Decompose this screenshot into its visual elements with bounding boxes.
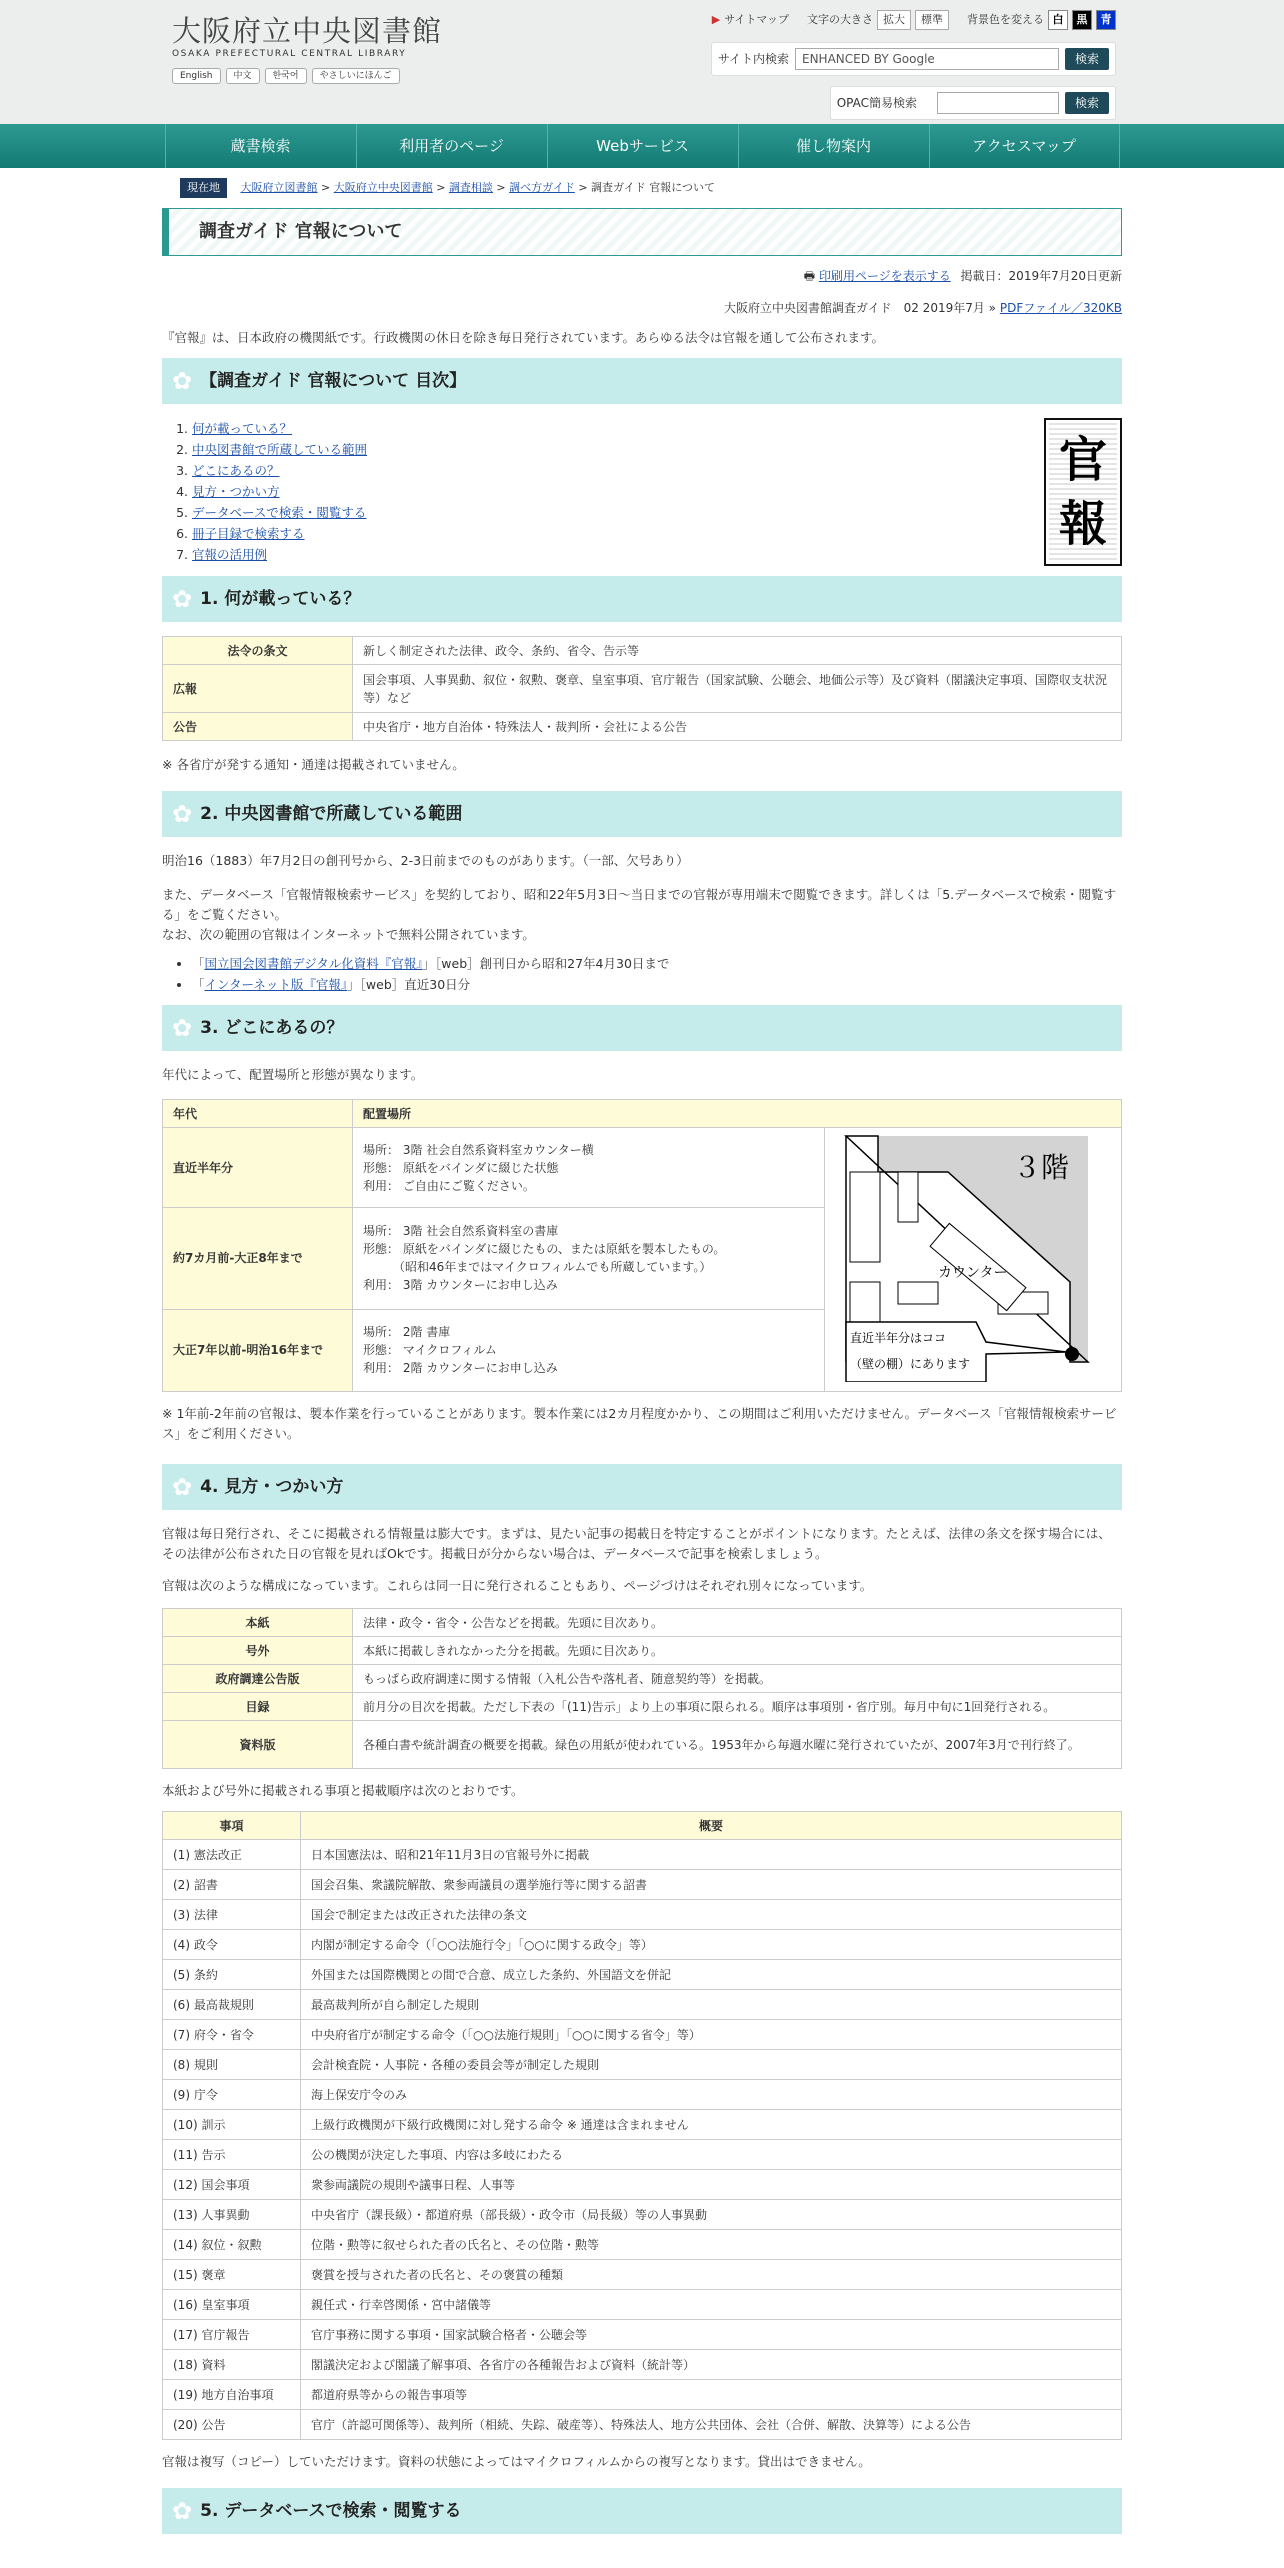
paragraph: 年代によって、配置場所と形態が異なります。 [162, 1067, 424, 1082]
kanpo-char: 官 [1058, 432, 1107, 488]
list-item [192, 953, 1122, 974]
lang-english[interactable]: English [172, 68, 221, 84]
guide-info [162, 296, 1122, 320]
list-item [192, 523, 367, 544]
site-search-input[interactable]: ENHANCED BY Google [795, 48, 1059, 70]
bg-black-button[interactable]: 黒 [1072, 10, 1092, 30]
table-cell: 号外 [163, 1637, 353, 1665]
section-3-heading [162, 1005, 1122, 1051]
table-cell: 官庁事務に関する事項・国家試験合格者・公聴会等 [301, 2320, 1122, 2350]
table-header: 事項 [163, 1812, 301, 1840]
flower-icon: ✿ [172, 1014, 193, 1042]
site-header [0, 0, 1284, 124]
table-cell: 本紙に掲載しきれなかった分を掲載。先頭に目次あり。 [353, 1637, 1122, 1665]
line: 利用： ご自由にご覧ください。 [363, 1178, 535, 1193]
print-page-link[interactable]: 印刷用ページを表示する [818, 269, 951, 283]
table-cell: 資料版 [163, 1721, 353, 1769]
section-2-heading [162, 791, 1122, 837]
table-cell: 海上保安庁令のみ [301, 2080, 1122, 2110]
table-cell: 公の機関が決定した事項、内容は多岐にわたる [301, 2140, 1122, 2170]
text: 「 [192, 977, 205, 992]
table-cell: 国会事項、人事異動、叙位・叙勲、褒章、皇室事項、官庁報告（国家試験、公聴会、地価公示等）及び資料（閣議決定事項、国際収支状況等）など [353, 665, 1122, 713]
nav-user-page[interactable]: 利用者のページ [356, 124, 547, 168]
table-row [163, 1609, 1122, 1637]
table-cell: (2) 詔書 [163, 1870, 301, 1900]
toc-link[interactable]: 冊子目録で検索する [192, 526, 305, 541]
opac-search-label: OPAC簡易検索 [836, 96, 917, 110]
note: ※ 各省庁が発する通知・通達は掲載されていません。 [162, 757, 465, 772]
toc-link[interactable]: 見方・つかい方 [192, 484, 280, 499]
table-row [163, 1870, 1122, 1900]
table-cell: もっぱら政府調達に関する情報（入札公告や落札者、随意契約等）を掲載。 [353, 1665, 1122, 1693]
table-cell: (16) 皇室事項 [163, 2290, 301, 2320]
fontsize-large-button[interactable]: 拡大 [877, 10, 911, 30]
table-cell: 外国または国際機関との間で合意、成立した条約、外国語文を併記 [301, 1960, 1122, 1990]
table-cell: 前月分の目次を掲載。ただし下表の「(11)告示」より上の事項に限られる。順序は事項別・省庁別。毎月中旬に1回発行される。 [353, 1693, 1122, 1721]
breadcrumb-link[interactable]: 大阪府立中央図書館 [333, 181, 433, 194]
table-cell: 目録 [163, 1693, 353, 1721]
table-header: 概要 [301, 1812, 1122, 1840]
table-row [163, 2320, 1122, 2350]
table-row [163, 1960, 1122, 1990]
table-cell: 各種白書や統計調査の概要を掲載。緑色の用紙が使われている。1953年から毎週水曜に発行されていたが、2007年3月で刊行終了。 [353, 1721, 1122, 1769]
toc-link[interactable]: データベースで検索・閲覧する [192, 505, 367, 520]
table-row [163, 2380, 1122, 2410]
table-header: 配置場所 [353, 1100, 1122, 1128]
page-meta [162, 264, 1122, 288]
line: （昭和46年まではマイクロフィルムでも所蔵しています。） [363, 1260, 712, 1275]
table-cell: 内閣が制定する命令（「○○法施行令」「○○に関する政令」等） [301, 1930, 1122, 1960]
table-cell: (18) 資料 [163, 2350, 301, 2380]
text: 」［web］創刊日から昭和27年4月30日まで [422, 956, 670, 971]
ndl-link[interactable]: 国立国会図書館デジタル化資料『官報』 [204, 956, 423, 971]
table-cell: 直近半年分 [163, 1128, 353, 1208]
floor-map [838, 1132, 1108, 1382]
table-row [163, 1812, 1122, 1840]
nav-catalog-search[interactable]: 蔵書検索 [165, 124, 356, 168]
table-cell: 広報 [163, 665, 353, 713]
line: 利用： 2階 カウンターにお申し込み [363, 1361, 558, 1376]
section-title: 2. 中央図書館で所蔵している範囲 [200, 804, 463, 824]
intro-text: 『官報』は、日本政府の機関紙です。行政機関の休日を除き毎日発行されています。あらゆる法令は官報を通して公布されます。 [162, 330, 885, 345]
list-item [192, 418, 367, 439]
table-header: 年代 [163, 1100, 353, 1128]
flower-icon: ✿ [172, 367, 193, 395]
map-counter-label: カウンター [938, 1265, 1008, 1281]
table-of-contents [162, 418, 1122, 566]
table-cell: 新しく制定された法律、政令、条約、省令、告示等 [353, 637, 1122, 665]
table-row [163, 2080, 1122, 2110]
site-search-button[interactable]: 検索 [1065, 48, 1109, 70]
line: 場所： 3階 社会自然系資料室カウンター横 [363, 1142, 594, 1157]
table-row [163, 1128, 1122, 1208]
table-cell: 親任式・行幸啓関係・宮中諸儀等 [301, 2290, 1122, 2320]
list-item [192, 481, 367, 502]
table-cell: 公告 [163, 713, 353, 741]
guide-label: 大阪府立中央図書館調査ガイド 02 2019年7月 » [723, 301, 997, 315]
table-row [163, 2020, 1122, 2050]
table-cell: 中央府省庁が制定する命令（「○○法施行規則」「○○に関する省令」等） [301, 2020, 1122, 2050]
map-floor-label: ３階 [1013, 1151, 1070, 1184]
table-row [163, 2050, 1122, 2080]
table-cell: (9) 庁令 [163, 2080, 301, 2110]
logo-jp: 大阪府立中央図書館 [172, 14, 443, 48]
paragraph: 明治16（1883）年7月2日の創刊号から、2-3日前までのものがあります。（一部、欠号あり） [162, 853, 689, 868]
table-cell: 最高裁判所が自ら制定した規則 [301, 1990, 1122, 2020]
table-cell: 閣議決定および閣議了解事項、各省庁の各種報告および資料（統計等） [301, 2350, 1122, 2380]
section-5-heading [162, 2488, 1122, 2534]
breadcrumb-link[interactable]: 大阪府立図書館 [240, 181, 318, 194]
table-cell: 中央省庁・地方自治体・特殊法人・裁判所・会社による公告 [353, 713, 1122, 741]
items-table [162, 1811, 1122, 2440]
nav-access-map[interactable]: アクセスマップ [929, 124, 1120, 168]
table-row [163, 2140, 1122, 2170]
table-cell: 褒賞を授与された者の氏名と、その褒賞の種類 [301, 2260, 1122, 2290]
free-links-list [162, 953, 1122, 995]
page-date: 掲載日：2019年7月20日更新 [960, 269, 1122, 283]
sitemap-link[interactable]: サイトマップ [724, 12, 789, 26]
opac-search [830, 86, 1116, 120]
kanpo-char: 報 [1058, 496, 1107, 552]
lang-chinese[interactable]: 中文 [226, 68, 260, 84]
text: 「 [192, 956, 205, 971]
toc-list [162, 418, 367, 566]
breadcrumb: 現在地 大阪府立図書館 > 大阪府立中央図書館 > 調査相談 > 調べ方ガイド > 調査ガイド 官報について [162, 178, 1122, 198]
breadcrumb-link[interactable]: 調べ方ガイド [509, 181, 575, 194]
table-cell: (5) 条約 [163, 1960, 301, 1990]
table-cell [353, 1208, 825, 1309]
utility-bar [712, 10, 1116, 30]
line: 形態： 原紙をバインダに綴じた状態 [363, 1160, 559, 1175]
table-cell: 法令の条文 [163, 637, 353, 665]
text: 」［web］直近30日分 [347, 977, 471, 992]
paragraph: また、データベース「官報情報検索サービス」を契約しており、昭和22年5月3日～当日までの官報が専用端末で閲覧できます。詳しくは「5.データベースで検索・閲覧する」をご覧ください。 [162, 887, 1116, 922]
table-row [163, 713, 1122, 741]
section-title: 3. どこにあるの？ [200, 1018, 344, 1038]
sitemap-arrow-icon: ▶ [711, 12, 721, 26]
table-cell: (3) 法律 [163, 1900, 301, 1930]
table-cell: 政府調達公告版 [163, 1665, 353, 1693]
bg-blue-button[interactable]: 青 [1096, 10, 1116, 30]
table-cell: 会計検査院・人事院・各種の委員会等が制定した規則 [301, 2050, 1122, 2080]
table-cell: (4) 政令 [163, 1930, 301, 1960]
floor-map-cell [825, 1128, 1122, 1392]
table-cell: (20) 公告 [163, 2410, 301, 2440]
location-table [162, 1099, 1122, 1392]
line: 場所： 3階 社会自然系資料室の書庫 [363, 1224, 559, 1239]
table-cell: 上級行政機関が下級行政機関に対し発する命令 ※ 通達は含まれません [301, 2110, 1122, 2140]
line: 場所： 2階 書庫 [363, 1325, 451, 1340]
flower-icon: ✿ [172, 1473, 193, 1501]
section-title: 1. 何が載っている？ [200, 589, 361, 609]
kanpo-image [1044, 418, 1122, 566]
section-1-heading [162, 576, 1122, 622]
table-row [163, 1721, 1122, 1769]
section-4-heading [162, 1464, 1122, 1510]
table-cell: 国会召集、衆議院解散、衆参両議員の選挙施行等に関する詔書 [301, 1870, 1122, 1900]
table-row [163, 2290, 1122, 2320]
paragraph: 本紙および号外に掲載される事項と掲載順序は次のとおりです。 [162, 1783, 524, 1798]
line: 形態： 原紙をバインダに綴じたもの、または原紙を製本したもの。 [363, 1242, 726, 1257]
table-cell: 衆参両議院の規則や議事日程、人事等 [301, 2170, 1122, 2200]
list-item [192, 544, 367, 565]
flower-icon: ✿ [172, 800, 193, 828]
lang-easy-japanese[interactable]: やさしいにほんご [312, 68, 400, 84]
table-row [163, 665, 1122, 713]
table-cell: 中央省庁（課長級）・都道府県（部長級）・政令市（局長級）等の人事異動 [301, 2200, 1122, 2230]
paragraph: 官報は複写（コピー）していただけます。資料の状態によってはマイクロフィルムからの複写となります。貸出はできません。 [162, 2454, 871, 2469]
line: 利用： 3階 カウンターにお申し込み [363, 1278, 558, 1293]
table-row [163, 1637, 1122, 1665]
table-cell [353, 1309, 825, 1391]
list-item [192, 460, 367, 481]
nav-events[interactable]: 催し物案内 [738, 124, 929, 168]
table-cell: 法律・政令・省令・公告などを掲載。先頭に目次あり。 [353, 1609, 1122, 1637]
bg-color-label: 背景色を変える [967, 12, 1044, 26]
breadcrumb-current-label: 現在地 [180, 178, 227, 198]
table-cell: 日本国憲法は、昭和21年11月3日の官報号外に掲載 [301, 1840, 1122, 1870]
paragraph: なお、次の範囲の官報はインターネットで無料公開されています。 [162, 927, 535, 942]
table-cell: (12) 国会事項 [163, 2170, 301, 2200]
table-row [163, 2110, 1122, 2140]
paragraph: 官報は次のような構成になっています。これらは同一日に発行されることもあり、ページづけはそれぞれ別々になっています。 [162, 1578, 873, 1593]
table-cell: 都道府県等からの報告事項等 [301, 2380, 1122, 2410]
lang-korean[interactable]: 한국어 [265, 68, 307, 84]
table-cell: (7) 府令・省令 [163, 2020, 301, 2050]
paragraph: 官報は毎日発行され、そこに掲載される情報量は膨大です。まずは、見たい記事の掲載日を特定することがポイントになります。たとえば、法律の条文を探す場合には、その法律が公布された日の官報を見ればOkです。掲載日が分からない場合は、データベースで記事を検索しましょう。 [162, 1526, 1111, 1561]
table-row [163, 637, 1122, 665]
toc-heading [162, 358, 1122, 404]
toc-link[interactable]: 官報の活用例 [192, 547, 268, 562]
nav-web-services[interactable]: Webサービス [547, 124, 738, 168]
table-cell: 位階・勲等に叙せられた者の氏名と、その位階・勲等 [301, 2230, 1122, 2260]
table-cell: (11) 告示 [163, 2140, 301, 2170]
table-row [163, 2230, 1122, 2260]
page-title: 調査ガイド 官報について [162, 208, 1122, 256]
printer-icon: 🖶 [803, 269, 816, 283]
opac-search-button[interactable]: 検索 [1065, 92, 1109, 114]
table-cell: (19) 地方自治事項 [163, 2380, 301, 2410]
library-logo[interactable] [172, 14, 442, 60]
breadcrumb-link[interactable]: 調査相談 [448, 181, 493, 194]
list-item [192, 974, 1122, 995]
table-cell: 本紙 [163, 1609, 353, 1637]
internet-kanpo-link[interactable]: インターネット版『官報』 [204, 977, 348, 992]
section-title: 4. 見方・つかい方 [200, 1477, 344, 1497]
site-search-label: サイト内検索 [717, 52, 789, 66]
table-cell: (17) 官庁報告 [163, 2320, 301, 2350]
list-item [192, 439, 367, 460]
fontsize-label: 文字の大きさ [807, 12, 873, 26]
table-row [163, 1930, 1122, 1960]
table-row [163, 1990, 1122, 2020]
map-note-2: （壁の棚）にあります [850, 1357, 971, 1371]
table-row [163, 2350, 1122, 2380]
table-cell: (6) 最高裁規則 [163, 1990, 301, 2020]
list-item [192, 502, 367, 523]
table-cell: 国会で制定または改正された法律の条文 [301, 1900, 1122, 1930]
table-row [163, 2170, 1122, 2200]
pdf-link[interactable]: PDFファイル／320KB [999, 301, 1122, 315]
contents-table [162, 636, 1122, 741]
table-cell: (13) 人事異動 [163, 2200, 301, 2230]
language-links [172, 68, 400, 84]
toc-link[interactable]: 中央図書館で所蔵している範囲 [192, 442, 368, 457]
fontsize-normal-button[interactable]: 標準 [915, 10, 949, 30]
note: ※ 1年前-2年前の官報は、製本作業を行っていることがあります。製本作業には2カ月程度かかり、この期間はご利用いただけません。データベース「官報情報検索サービス」をご利用ください。 [162, 1406, 1117, 1441]
flower-icon: ✿ [172, 585, 193, 613]
table-cell: 大正7年以前-明治16年まで [163, 1309, 353, 1391]
table-cell: 官庁（許認可関係等）、裁判所（相続、失踪、破産等）、特殊法人、地方公共団体、会社（合併、解散、決算等）による公告 [301, 2410, 1122, 2440]
table-cell: (15) 褒章 [163, 2260, 301, 2290]
table-row [163, 1665, 1122, 1693]
table-cell: (8) 規則 [163, 2050, 301, 2080]
main-content [162, 168, 1122, 2534]
logo-en: OSAKA PREFECTURAL CENTRAL LIBRARY [172, 49, 407, 59]
line: 形態： マイクロフィルム [363, 1343, 497, 1358]
breadcrumb-last: 調査ガイド 官報について [591, 181, 715, 194]
bg-white-button[interactable]: 白 [1048, 10, 1068, 30]
toc-link[interactable]: どこにあるの？ [192, 463, 280, 478]
table-row [163, 1100, 1122, 1128]
table-row [163, 1900, 1122, 1930]
opac-search-input[interactable] [937, 92, 1059, 114]
table-row [163, 2260, 1122, 2290]
table-row [163, 1840, 1122, 1870]
section-title: 5. データベースで検索・閲覧する [200, 2501, 462, 2521]
site-search [711, 42, 1116, 76]
table-cell [353, 1128, 825, 1208]
table-row [163, 1693, 1122, 1721]
table-cell: (1) 憲法改正 [163, 1840, 301, 1870]
table-cell: 約7カ月前-大正8年まで [163, 1208, 353, 1309]
table-cell: (10) 訓示 [163, 2110, 301, 2140]
table-row [163, 2410, 1122, 2440]
table-row [163, 2200, 1122, 2230]
map-note-1: 直近半年分はココ [850, 1331, 947, 1345]
global-nav [0, 124, 1284, 168]
toc-title: 【調査ガイド 官報について 目次】 [200, 371, 467, 391]
flower-icon: ✿ [172, 2497, 193, 2525]
toc-link[interactable]: 何が載っている？ [192, 421, 293, 436]
table-cell: (14) 叙位・叙勲 [163, 2230, 301, 2260]
composition-table [162, 1608, 1122, 1769]
